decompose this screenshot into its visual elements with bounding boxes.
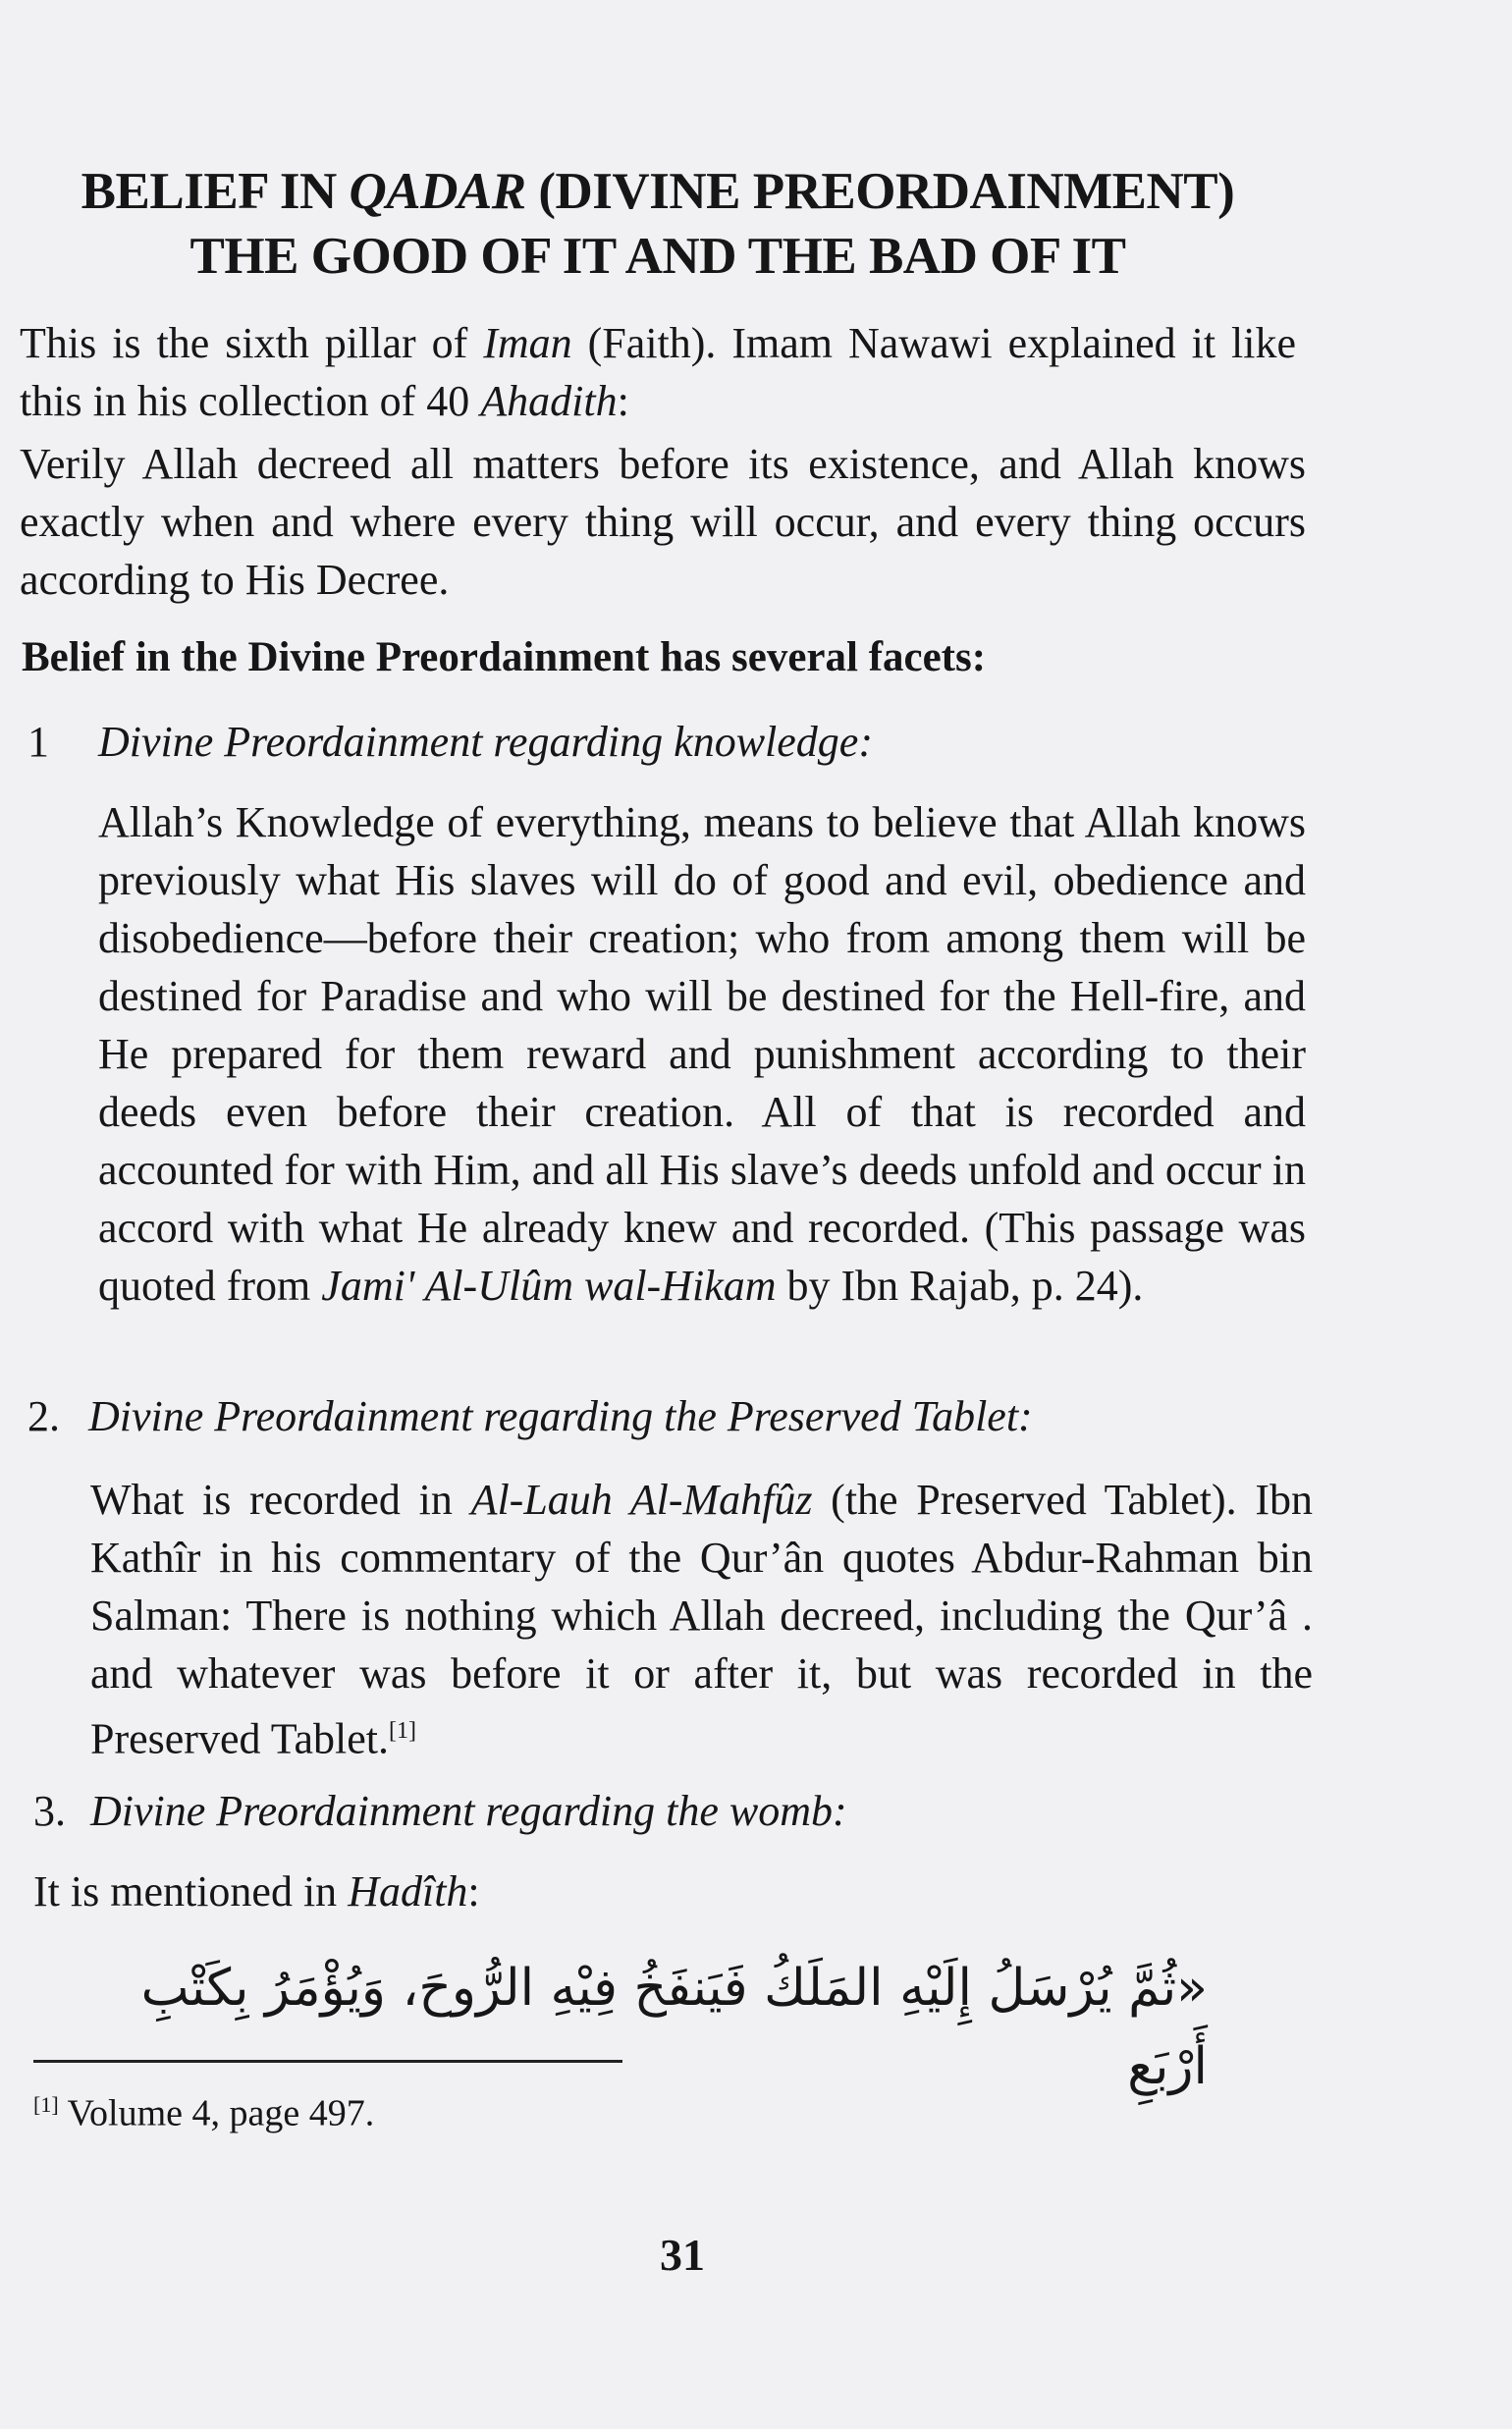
hadith-intro: It is mentioned in Hadîth: bbox=[33, 1867, 480, 1916]
footnote-reference[interactable]: [1] bbox=[389, 1718, 416, 1744]
facet2-heading: Divine Preordainment regarding the Preserved Tablet: bbox=[88, 1392, 1033, 1440]
footnote-divider bbox=[33, 2060, 622, 2063]
facet2-number: 2. bbox=[27, 1392, 60, 1440]
facet3-number: 3. bbox=[33, 1787, 66, 1835]
facet2-body: What is recorded in Al-Lauh Al-Mahfûz (the Preserved Tablet). Ibn Kathîr in his commentary of the Qur’ân quotes Abdur-Rahman bin Salman: There is nothing which Allah decreed, including the Qur’â . and whatever was before it or after it, but was recorded in the Preserved Tablet.[1] bbox=[90, 1476, 1314, 1763]
footnote-marker: [1] bbox=[33, 2092, 59, 2117]
facet1-number: 1 bbox=[27, 718, 49, 766]
footnote: [1] Volume 4, page 497. bbox=[33, 2092, 375, 2134]
facet3-heading: Divine Preordainment regarding the womb: bbox=[90, 1787, 847, 1835]
chapter-title-line1: BELIEF IN QADAR (DIVINE PREORDAINMENT) bbox=[81, 163, 1235, 220]
chapter-title bbox=[20, 159, 1296, 289]
decree-paragraph: Verily Allah decreed all matters before its existence, and Allah knows exactly when and where every thing will occur, and every thing occurs according to His Decree. bbox=[20, 440, 1306, 604]
facet1-heading: Divine Preordainment regarding knowledge: bbox=[98, 718, 873, 766]
arabic-hadith-text: «ثُمَّ يُرْسَلُ إِلَيْهِ المَلَكُ فَيَنفَخُ فِيْهِ الرُّوحَ، وَيُؤْمَرُ بِكَتْبِ أَرْبَعِ bbox=[140, 1959, 1208, 2096]
facet1-body: Allah’s Knowledge of everything, means to believe that Allah knows previously what His slaves will do of good and evil, obedience and disobedience—before their creation; who from among them will be destined for Paradise and who will be destined for the Hell-fire, and He prepared for them reward and punishment according to their deeds even before their creation. All of that is recorded and accounted for with Him, and all His slave’s deeds unfold and occur in accord with what He already knew and recorded. (This passage was quoted from Jami' Al-Ulûm wal-Hikam by Ibn Rajab, p. 24). bbox=[98, 798, 1306, 1310]
chapter-title-line2: THE GOOD OF IT AND THE BAD OF IT bbox=[189, 228, 1126, 285]
intro-paragraph: This is the sixth pillar of Iman (Faith). Imam Nawawi explained it like this in his collection of 40 Ahadith: bbox=[20, 319, 1296, 425]
page-number: 31 bbox=[660, 2230, 705, 2280]
facets-heading: Belief in the Divine Preordainment has several facets: bbox=[22, 634, 987, 680]
